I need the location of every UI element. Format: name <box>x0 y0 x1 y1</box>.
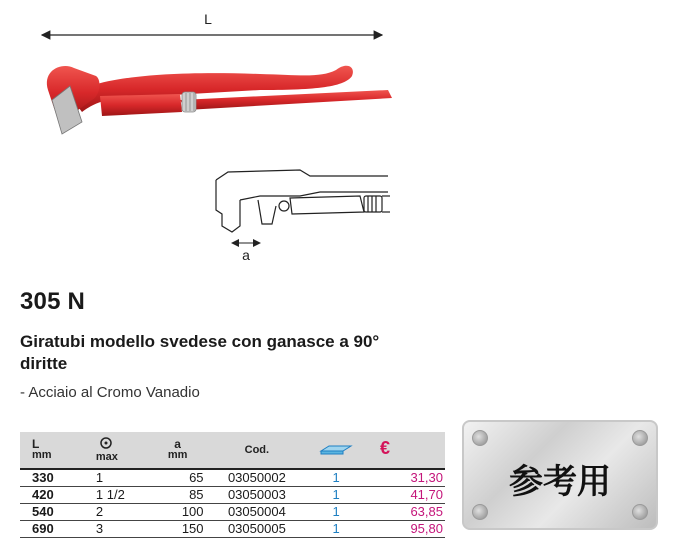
watermark-text: 参考用 <box>509 462 611 502</box>
product-feature: - Acciaio al Cromo Vanadio <box>20 384 200 401</box>
length-dimension <box>42 11 382 35</box>
col-pack <box>302 432 370 469</box>
cell-pack: 1 <box>302 469 370 487</box>
cell-diameter: 2 <box>78 504 152 521</box>
cell-price: 41,70 <box>370 487 445 504</box>
col-diameter-unit: max <box>95 451 118 463</box>
col-length <box>20 432 78 469</box>
diameter-icon <box>100 437 152 452</box>
col-diameter <box>78 432 152 469</box>
cell-pack: 1 <box>302 521 370 538</box>
cell-pack: 1 <box>302 504 370 521</box>
table-row <box>20 521 445 538</box>
col-jaw <box>152 432 212 469</box>
table-header-row <box>20 432 445 469</box>
cell-price: 31,30 <box>370 469 445 487</box>
cell-code: 03050004 <box>212 504 303 521</box>
reference-watermark-plate <box>462 420 658 530</box>
col-jaw-unit: mm <box>167 449 188 461</box>
cell-diameter: 1 1/2 <box>78 487 152 504</box>
cell-code: 03050005 <box>212 521 303 538</box>
col-length-label: L <box>32 437 40 451</box>
cell-price: 63,85 <box>370 504 445 521</box>
package-icon <box>319 446 353 458</box>
table-row <box>20 504 445 521</box>
table-row <box>20 487 445 504</box>
col-length-unit: mm <box>32 449 52 461</box>
cell-jaw: 150 <box>152 521 212 538</box>
cell-jaw: 65 <box>152 469 212 487</box>
screw-icon <box>472 430 488 446</box>
cell-code: 03050002 <box>212 469 303 487</box>
col-code <box>212 432 303 469</box>
cell-jaw: 85 <box>152 487 212 504</box>
col-jaw-label: a <box>174 437 181 451</box>
cell-diameter: 3 <box>78 521 152 538</box>
col-price <box>370 432 445 469</box>
product-code: 305 N <box>20 288 86 315</box>
spec-table <box>20 432 445 538</box>
screw-icon <box>632 504 648 520</box>
cell-length: 330 <box>20 469 78 487</box>
cell-length: 540 <box>20 504 78 521</box>
cell-price: 95,80 <box>370 521 445 538</box>
cell-diameter: 1 <box>78 469 152 487</box>
jaw-dimension <box>232 243 260 263</box>
cell-length: 690 <box>20 521 78 538</box>
table-row <box>20 469 445 487</box>
screw-icon <box>472 504 488 520</box>
col-code-label: Cod. <box>244 443 270 456</box>
length-label: L <box>204 11 212 27</box>
cell-length: 420 <box>20 487 78 504</box>
jaw-technical-drawing <box>216 170 390 232</box>
product-description: Giratubi modello svedese con ganasce a 90° diritte <box>20 332 380 373</box>
cell-code: 03050003 <box>212 487 303 504</box>
jaw-label: a <box>242 247 250 263</box>
screw-icon <box>632 430 648 446</box>
euro-icon: € <box>380 438 391 458</box>
cell-jaw: 100 <box>152 504 212 521</box>
pipe-wrench-image <box>47 66 392 134</box>
cell-pack: 1 <box>302 487 370 504</box>
